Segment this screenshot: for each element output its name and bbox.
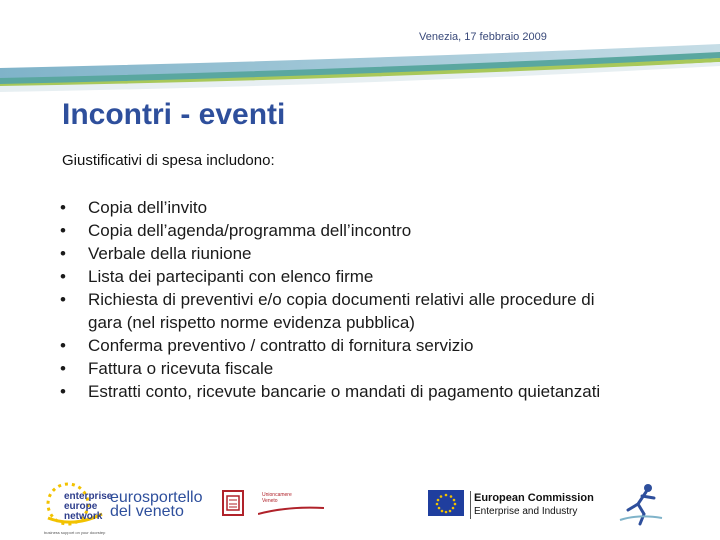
list-item bbox=[60, 242, 620, 265]
bullet-icon: • bbox=[60, 244, 66, 263]
header-waves bbox=[0, 0, 720, 92]
list-item-text: Copia dell’invito bbox=[88, 198, 208, 217]
list-item bbox=[60, 288, 620, 334]
list-item-text: Estratti conto, ricevute bancarie o mandati di pagamento quietanzati bbox=[88, 382, 601, 401]
footer-logos bbox=[0, 470, 720, 540]
runner-figure-icon bbox=[618, 480, 664, 526]
een-line: network bbox=[64, 511, 103, 522]
list-item-text: Conferma preventivo / contratto di fornitura servizio bbox=[88, 336, 474, 355]
slide-title: Incontri - eventi bbox=[62, 98, 286, 131]
bullet-icon: • bbox=[60, 290, 66, 309]
slide-subtitle: Giustificativi di spesa includono: bbox=[62, 152, 275, 169]
list-item bbox=[60, 265, 620, 288]
ec-title: European Commission bbox=[474, 492, 594, 504]
list-item-text: Copia dell’agenda/programma dell’incontro bbox=[88, 221, 412, 240]
unioncamere-text: Unioncamere Veneto bbox=[262, 492, 292, 504]
enterprise-europe-network-logo bbox=[44, 478, 113, 536]
ec-subtitle: Enterprise and Industry bbox=[474, 506, 578, 517]
bullet-icon: • bbox=[60, 267, 66, 286]
list-item bbox=[60, 196, 620, 219]
eu-flag-icon bbox=[428, 490, 464, 516]
een-line: europe bbox=[64, 501, 98, 512]
list-item-text: Verbale della riunione bbox=[88, 244, 252, 263]
date-label: Venezia, 17 febbraio 2009 bbox=[419, 31, 547, 43]
list-item bbox=[60, 334, 620, 357]
een-wordmark bbox=[64, 492, 112, 522]
list-item-text: Richiesta di preventivi e/o copia documenti relativi alle procedure di gara (nel rispetto norme evidenza pubblica) bbox=[88, 290, 595, 332]
eurosportello-logo-line2: del veneto bbox=[110, 503, 184, 520]
bullet-list bbox=[60, 196, 620, 403]
list-item-text: Fattura o ricevuta fiscale bbox=[88, 359, 274, 378]
list-item bbox=[60, 380, 620, 403]
eu-stars-icon bbox=[428, 490, 464, 516]
bullet-icon: • bbox=[60, 198, 66, 217]
list-item bbox=[60, 219, 620, 242]
unioncamere-seal-icon bbox=[222, 490, 244, 516]
bullet-icon: • bbox=[60, 336, 66, 355]
ec-divider bbox=[470, 491, 471, 519]
eurosportello-logo-line1: eurosportello bbox=[110, 489, 203, 506]
een-line: enterprise bbox=[64, 491, 113, 502]
list-item bbox=[60, 357, 620, 380]
unioncamere-swoosh-icon bbox=[258, 504, 324, 516]
bullet-icon: • bbox=[60, 382, 66, 401]
list-item-text: Lista dei partecipanti con elenco firme bbox=[88, 267, 374, 286]
seal-emblem-icon bbox=[224, 492, 242, 514]
header-band bbox=[0, 0, 720, 92]
een-tagline: business support on your doorstep bbox=[44, 530, 106, 535]
bullet-icon: • bbox=[60, 221, 66, 240]
bullet-icon: • bbox=[60, 359, 66, 378]
